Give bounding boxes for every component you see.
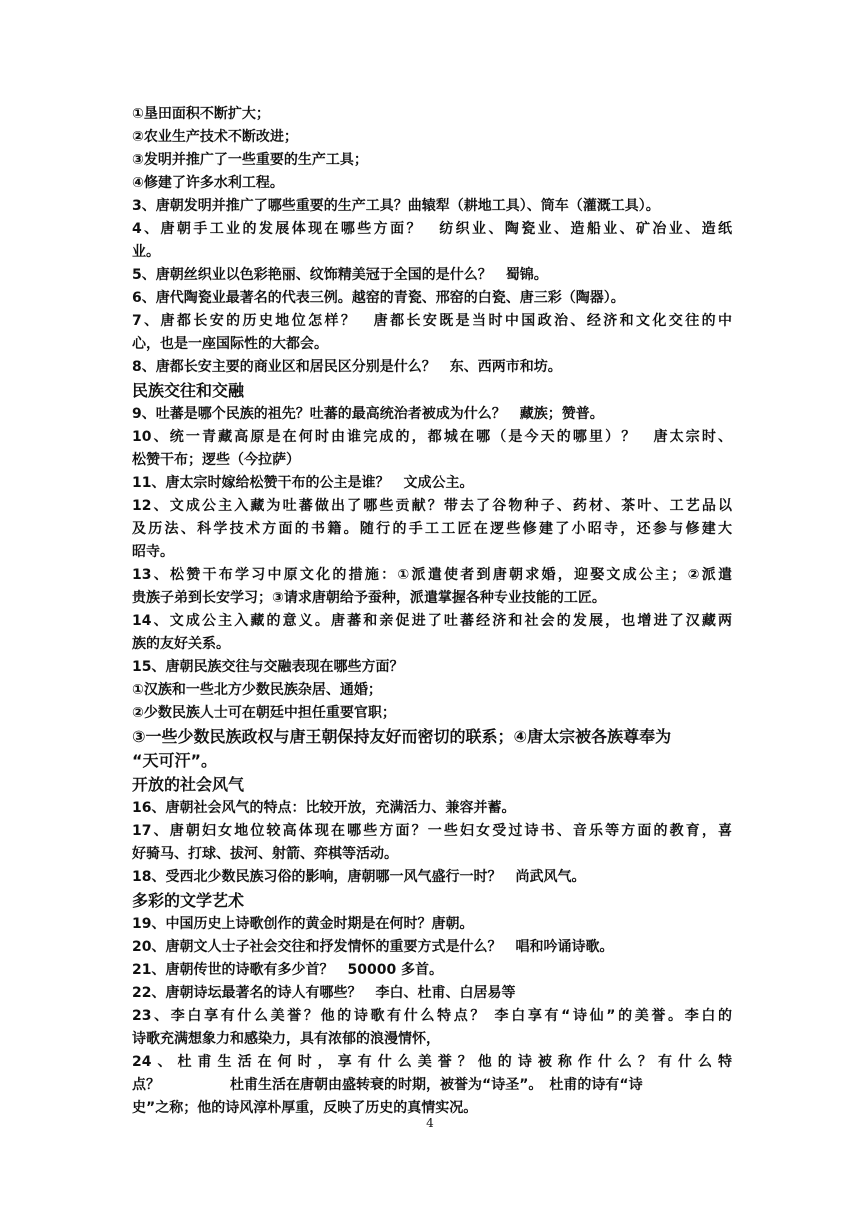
text-line: 诗歌充满想象力和感染力，具有浓郁的浪漫情怀，: [132, 1031, 440, 1047]
text-line: 好骑马、打球、拔河、射箭、弈棋等活动。: [132, 846, 398, 862]
text-line: 史”之称；他的诗风淳朴厚重，反映了历史的真情实况。: [132, 1100, 478, 1116]
section-heading: 民族交往和交融: [132, 381, 245, 400]
text-line: ①垦田面积不断扩大；: [132, 106, 270, 122]
text-line: 18、受西北少数民族习俗的影响，唐朝哪一风气盛行一时？ 尚武风气。: [132, 869, 586, 885]
text-line: 3、唐朝发明并推广了哪些重要的生产工具？曲辕犁（耕地工具）、筒车（灌溉工具）。: [132, 198, 660, 214]
text-line: ③一些少数民族政权与唐王朝保持友好而密切的联系；④唐太宗被各族尊奉为: [132, 727, 672, 746]
text-line: 17、唐朝妇女地位较高体现在哪些方面？一些妇女受过诗书、音乐等方面的教育，喜: [132, 823, 732, 839]
text-line: 业。: [132, 244, 160, 260]
text-line: 19、中国历史上诗歌创作的黄金时期是在何时？唐朝。: [132, 916, 474, 932]
text-line: 22、唐朝诗坛最著名的诗人有哪些？ 李白、杜甫、白居易等: [132, 985, 516, 1001]
text-line: 16、唐朝社会风气的特点：比较开放，充满活力、兼容并蓄。: [132, 800, 516, 816]
text-line: 贵族子弟到长安学习；③请求唐朝给予蚕种，派遣掌握各种专业技能的工匠。: [132, 590, 606, 606]
text-line: ③发明并推广了一些重要的生产工具；: [132, 152, 368, 168]
text-line: 14、文成公主入藏的意义。唐蕃和亲促进了吐蕃经济和社会的发展，也增进了汉藏两: [132, 613, 732, 629]
text-line: 15、唐朝民族交往与交融表现在哪些方面？: [132, 659, 404, 675]
text-line: 4、唐朝手工业的发展体现在哪些方面？ 纺织业、陶瓷业、造船业、矿冶业、造纸: [132, 221, 732, 237]
text-line: “天可汗”。: [132, 751, 218, 770]
text-line: 7、唐都长安的历史地位怎样？ 唐都长安既是当时中国政治、经济和文化交往的中: [132, 313, 732, 329]
text-line: 松赞干布；逻些（今拉萨）: [132, 452, 300, 468]
document-body: [132, 103, 732, 1120]
text-line: 昭寺。: [132, 544, 174, 560]
page-number: 4: [426, 1116, 434, 1130]
text-line: 23、李白享有什么美誉？他的诗歌有什么特点？ 李白享有“诗仙”的美誉。李白的: [132, 1008, 732, 1024]
text-line: 24、杜甫生活在何时，享有什么美誉？他的诗被称作什么？有什么特: [132, 1054, 732, 1070]
text-line: ②少数民族人士可在朝廷中担任重要官职；: [132, 705, 396, 721]
text-line: ④修建了许多水利工程。: [132, 175, 284, 191]
section-heading: 多彩的文学艺术: [132, 891, 245, 910]
text-line: 8、唐都长安主要的商业区和居民区分别是什么？ 东、西两市和坊。: [132, 359, 562, 375]
text-line: ②农业生产技术不断改进；: [132, 129, 298, 145]
text-line: 21、唐朝传世的诗歌有多少首？ 50000 多首。: [132, 962, 444, 978]
text-line: ①汉族和一些北方少数民族杂居、通婚；: [132, 682, 382, 698]
text-line: 11、唐太宗时嫁给松赞干布的公主是谁？ 文成公主。: [132, 475, 474, 491]
text-line: 族的友好关系。: [132, 636, 230, 652]
section-heading: 开放的社会风气: [132, 775, 245, 794]
text-line: 12、文成公主入藏为吐蕃做出了哪些贡献？带去了谷物种子、药材、茶叶、工艺品以: [132, 498, 732, 514]
text-line: 5、唐朝丝织业以色彩艳丽、纹饰精美冠于全国的是什么？ 蜀锦。: [132, 267, 548, 283]
text-line: 点？ 杜甫生活在唐朝由盛转衰的时期，被誉为“诗圣”。 杜甫的诗有“诗: [132, 1077, 643, 1093]
text-line: 20、唐朝文人士子社会交往和抒发情怀的重要方式是什么？ 唱和吟诵诗歌。: [132, 939, 614, 955]
text-line: 9、吐蕃是哪个民族的祖先？吐蕃的最高统治者被成为什么？ 藏族；赞普。: [132, 406, 604, 422]
text-line: 及历法、科学技术方面的书籍。随行的手工工匠在逻些修建了小昭寺，还参与修建大: [132, 521, 732, 537]
text-line: 10、统一青藏高原是在何时由谁完成的，都城在哪（是今天的哪里）？ 唐太宗时、: [132, 429, 732, 445]
text-line: 心，也是一座国际性的大都会。: [132, 336, 328, 352]
text-line: 6、唐代陶瓷业最著名的代表三例。越窑的青瓷、邢窑的白瓷、唐三彩（陶器）。: [132, 290, 625, 306]
text-line: 13、松赞干布学习中原文化的措施：①派遣使者到唐朝求婚，迎娶文成公主；②派遣: [132, 567, 732, 583]
